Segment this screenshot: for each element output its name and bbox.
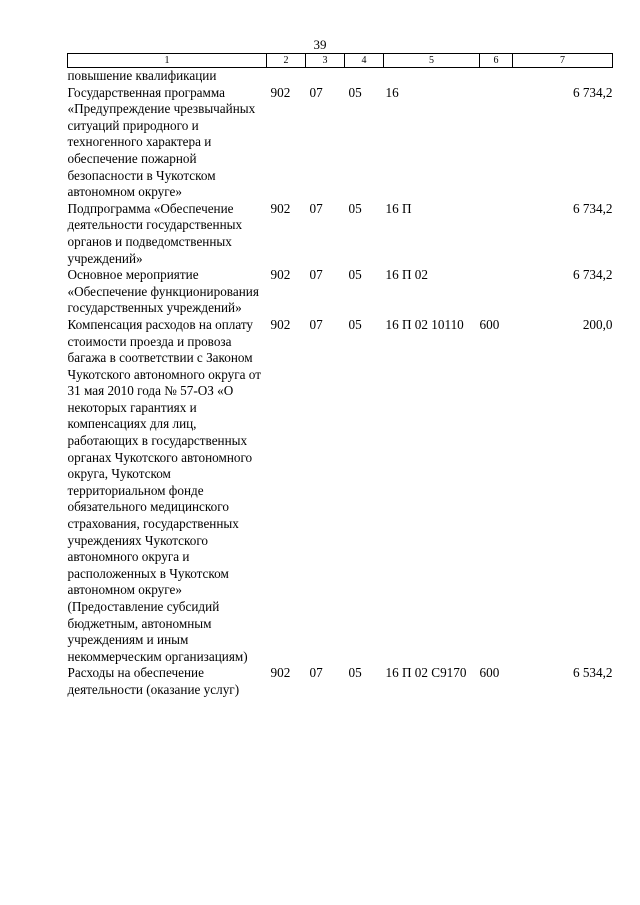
section-code: 07 [309,316,323,332]
row-name: Подпрограмма «Обеспечение деятельности государственных органов и подведомственных учреждений» [67,200,243,266]
ministry-code: 902 [270,316,291,332]
target-article-code: 16 П 02 [385,267,428,283]
section-code [306,68,345,85]
subsection-code: 05 [348,84,362,100]
section-code: 07 [309,267,323,283]
expense-type-code [480,85,513,201]
amount: 6 734,2 [572,84,613,100]
column-number-header [68,54,613,68]
section-code: 07 [309,200,323,216]
ministry-code: 902 [270,267,291,283]
row-name: Государственная программа «Предупреждение чрезвычайных ситуаций природного и техногенного характера и обеспечение пожарной безопасности в Чукотском автономном округе» [67,84,256,200]
expense-type-code: 600 [479,316,500,332]
subsection-code: 05 [348,665,362,681]
row-name: повышение квалификации [67,68,217,83]
table-row [68,267,613,317]
amount [513,68,613,85]
ministry-code: 902 [270,200,291,216]
expense-type-code [480,68,513,85]
expense-type-code: 600 [479,665,500,681]
amount: 200,0 [582,316,613,332]
budget-table [67,53,613,699]
table-row [68,317,613,665]
subsection-code: 05 [348,200,362,216]
page-number: 39 [313,37,327,52]
target-article-code: 16 П 02 10110 [385,316,464,332]
table-row [68,85,613,201]
column-header-2: 2 [267,54,306,68]
table-row [68,201,613,267]
ministry-code: 902 [270,665,291,681]
section-code: 07 [309,665,323,681]
amount: 6 734,2 [572,267,613,283]
amount: 6 734,2 [572,200,613,216]
column-header-1: 1 [68,54,267,68]
subsection-code [345,68,384,85]
ministry-code: 902 [270,84,291,100]
column-header-6: 6 [480,54,513,68]
target-article-code [384,68,480,85]
table-row [68,665,613,698]
expense-type-code [480,201,513,267]
target-article-code: 16 П 02 С9170 [385,665,467,681]
column-header-7: 7 [513,54,613,68]
table-row [68,68,613,85]
row-name: Расходы на обеспечение деятельности (оказание услуг) [67,665,240,697]
row-name: Основное мероприятие «Обеспечение функционирования государственных учреждений» [67,267,259,316]
expense-type-code [480,267,513,317]
row-name: Компенсация расходов на оплату стоимости проезда и провоза багажа в соответствии с Законом Чукотского автономного округа от 31 мая 2010 года № 57-ОЗ «О некоторых гарантиях и компенсациях для лиц, работающих в государственных органах Чукотского автономного округа, Чукотском территориальном фонде обязательного медицинского страхования, государственных учреждениях Чукотского автономного округа и расположенных в Чукотском автономном округе» (Предоставление субсидий бюджетным, автономным учреждениям и иным некоммерческим организациям) [67,316,261,664]
section-code: 07 [309,84,323,100]
target-article-code: 16 [385,84,399,100]
subsection-code: 05 [348,316,362,332]
ministry-code [267,68,306,85]
column-header-5: 5 [384,54,480,68]
amount: 6 534,2 [572,665,613,681]
column-header-3: 3 [306,54,345,68]
target-article-code: 16 П [385,200,412,216]
subsection-code: 05 [348,267,362,283]
column-header-4: 4 [345,54,384,68]
